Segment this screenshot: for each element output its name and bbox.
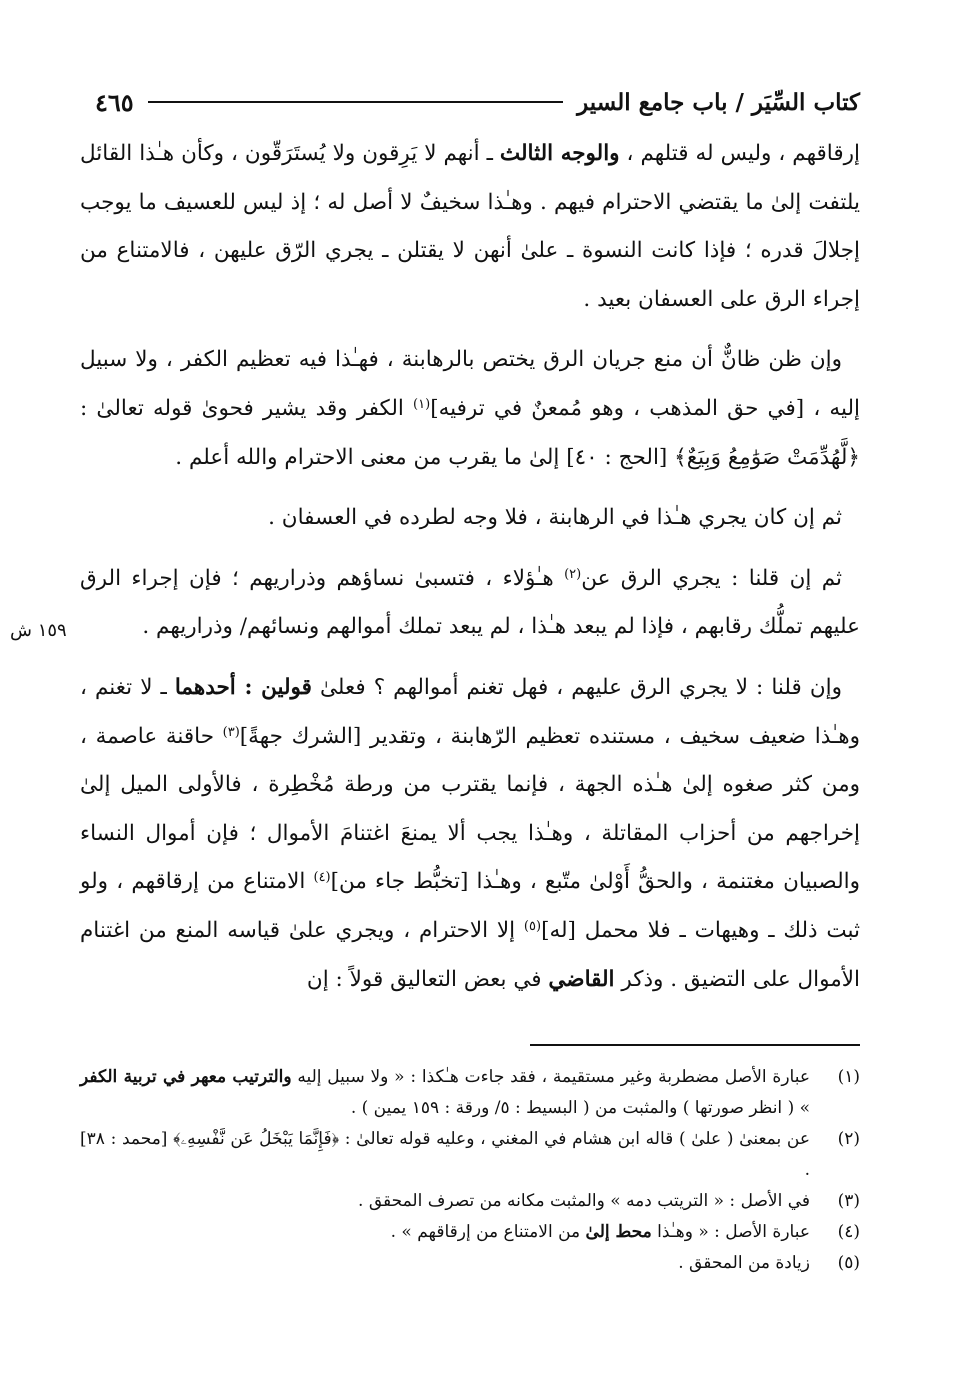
text-run: الكفر وقد يشير فحوىٰ قوله تعالىٰ : ﴿لَّهُدِّمَتْ صَوَٰمِعُ وَبِيَعٌ﴾ [الحج : ٤٠] إلىٰ ما يقرب من معنى الاحترام والله أعلم .	[80, 395, 860, 470]
footnote-item	[80, 1186, 860, 1217]
footnote-ref: (٤)	[313, 870, 331, 886]
footnote-item	[80, 1124, 860, 1186]
paragraph	[80, 664, 860, 1004]
text-run: من الامتناع من إرقاقهم » .	[390, 1222, 586, 1242]
text-run: ثم إن كان يجري هـٰذا في الرهابنة ، فلا وجه لطرده في العسفان .	[268, 505, 842, 531]
bold-term: قولين : أحدهما	[174, 674, 312, 700]
paragraph	[80, 555, 860, 652]
page-number: ٤٦٥	[95, 87, 134, 117]
footnote-item	[80, 1248, 860, 1279]
running-header	[95, 82, 860, 122]
footnote-text	[80, 1186, 810, 1217]
text-run: إرقاقهم ، وليس له قتلهم ،	[619, 141, 860, 166]
manuscript-folio-note: ١٥٩ ش	[10, 620, 67, 641]
footnote-text	[80, 1217, 810, 1248]
footnote-number: (١)	[837, 1067, 860, 1087]
text-run: » ( انظر صورتها ) والمثبت من ( البسيط : ٥/ ورقة : ١٥٩ يمين ) .	[350, 1098, 810, 1118]
paragraph	[80, 130, 860, 324]
chapter-title: كتاب السِّيَر / باب جامع السير	[577, 88, 860, 116]
footnote-number: (٥)	[837, 1253, 860, 1273]
text-run: حاقنة عاصمة ، ومن كثر صغوه إلىٰ هـٰذه الجهة ، فإنما يقترب من ورطة مُخْطِرة ، فالأولى الميل إلىٰ إخراجهم من أحزاب المقاتلة ، وهـٰذا يجب ألا يمنعَ اغتنامَ الأموال ؛ فإن أموال النساء والصبيان مغتنمة ، والحقُّ أَوْلىٰ متّبع ، وهـٰذا [تخبُّط جاء من]	[80, 723, 860, 895]
text-run: في بعض التعاليق قولاً : إن	[306, 966, 549, 992]
footnote-ref: (١)	[413, 396, 431, 412]
footnote-number: (٢)	[837, 1129, 860, 1149]
main-text	[80, 130, 860, 1004]
header-rule	[148, 101, 563, 103]
text-run: عبارة الأصل مضطربة وغير مستقيمة ، فقد جاءت هـٰكذا : « ولا سبيل إليه	[291, 1067, 810, 1087]
footnote-ref: (٢)	[564, 566, 582, 582]
text-run: إلا الاحترام ، ويجري علىٰ قياسه المنع من اغتنام الأموال على التضيق . وذكر	[80, 917, 860, 992]
paragraph	[80, 336, 860, 482]
bold-term: والوجه الثالث	[499, 141, 620, 166]
text-run: هـٰؤلاء ، فتسبىٰ نساؤهم وذراريهم ؛ فإن إجراء الرق عليهم تملُّك رقابهم ، فإذا لم يبعد هـٰذا ، لم يبعد تملك أموالهم ونسائهم/ وذراريهم .	[80, 565, 860, 640]
text-run: في الأصل : « التريتب دمه » والمثبت مكانه من تصرف المحقق .	[358, 1191, 810, 1211]
footnote-text	[80, 1248, 810, 1279]
footnote-separator	[530, 1044, 860, 1046]
footnote-ref: (٣)	[222, 724, 240, 740]
footnote-text	[80, 1062, 810, 1124]
footnote-item	[80, 1217, 860, 1248]
text-run: عن بمعنىٰ ( علىٰ ) قاله ابن هشام في المغني ، وعليه قوله تعالىٰ : ﴿فَإِنَّمَا يَبْخَلُ عَن نَّفْسِهِۦ﴾ [محمد : ٣٨] .	[80, 1129, 810, 1180]
bold-term: والترتيب معهر في تربية الكفر	[80, 1067, 292, 1087]
text-run: ـ لا تغنم ، وهـٰذا ضعيف سخيف ، مستنده تعظيم الرّهابنة ، وتقدير [الشرك جهةً]	[80, 674, 861, 749]
bold-term: القاضي	[548, 966, 615, 992]
text-run: وإن ظن ظانٌّ أن منع جريان الرق يختص بالرهابنة ، فهـٰذا فيه تعظيم الكفر ، ولا سبيل إليه ، [في حق المذهب ، وهو مُمعنٌ في ترفيه]	[80, 347, 860, 421]
text-run: الامتناع من إرقاقهم ، ولو ثبت ذلك ـ وهيهات ـ فلا محمل [له]	[80, 869, 860, 943]
text-run: ثم إن قلنا : يجري الرق عن	[581, 565, 842, 591]
text-run: وإن قلنا : لا يجري الرق عليهم ، فهل تغنم أموالهم ؟ فعلىٰ	[311, 674, 842, 700]
footnotes	[80, 1062, 860, 1279]
paragraph	[80, 494, 860, 543]
footnote-number: (٤)	[837, 1222, 860, 1242]
footnote-text	[80, 1124, 810, 1186]
text-run: عبارة الأصل : « وهـٰذا	[651, 1222, 810, 1242]
bold-term: محط إلىٰ	[585, 1222, 652, 1242]
footnote-item	[80, 1062, 860, 1124]
footnote-number: (٣)	[837, 1191, 860, 1211]
footnote-ref: (٥)	[523, 918, 542, 934]
text-run: زيادة من المحقق .	[678, 1253, 810, 1273]
text-run: ـ أنهم لا يَرِقون ولا يُستَرَقّون ، وكأن هـٰذا القائل يلتفت إلىٰ ما يقتضي الاحترام فيهم . وهـٰذا سخيفٌ لا أصل له ؛ إذ ليس للعسيف ما يوجب إجلالَ قدره ؛ فإذا كانت النسوة ـ علىٰ أنهن لا يقتلن ـ يجري الرّق عليهن ، فالامتناع من إجراء الرق على العسفان بعيد .	[80, 141, 860, 312]
